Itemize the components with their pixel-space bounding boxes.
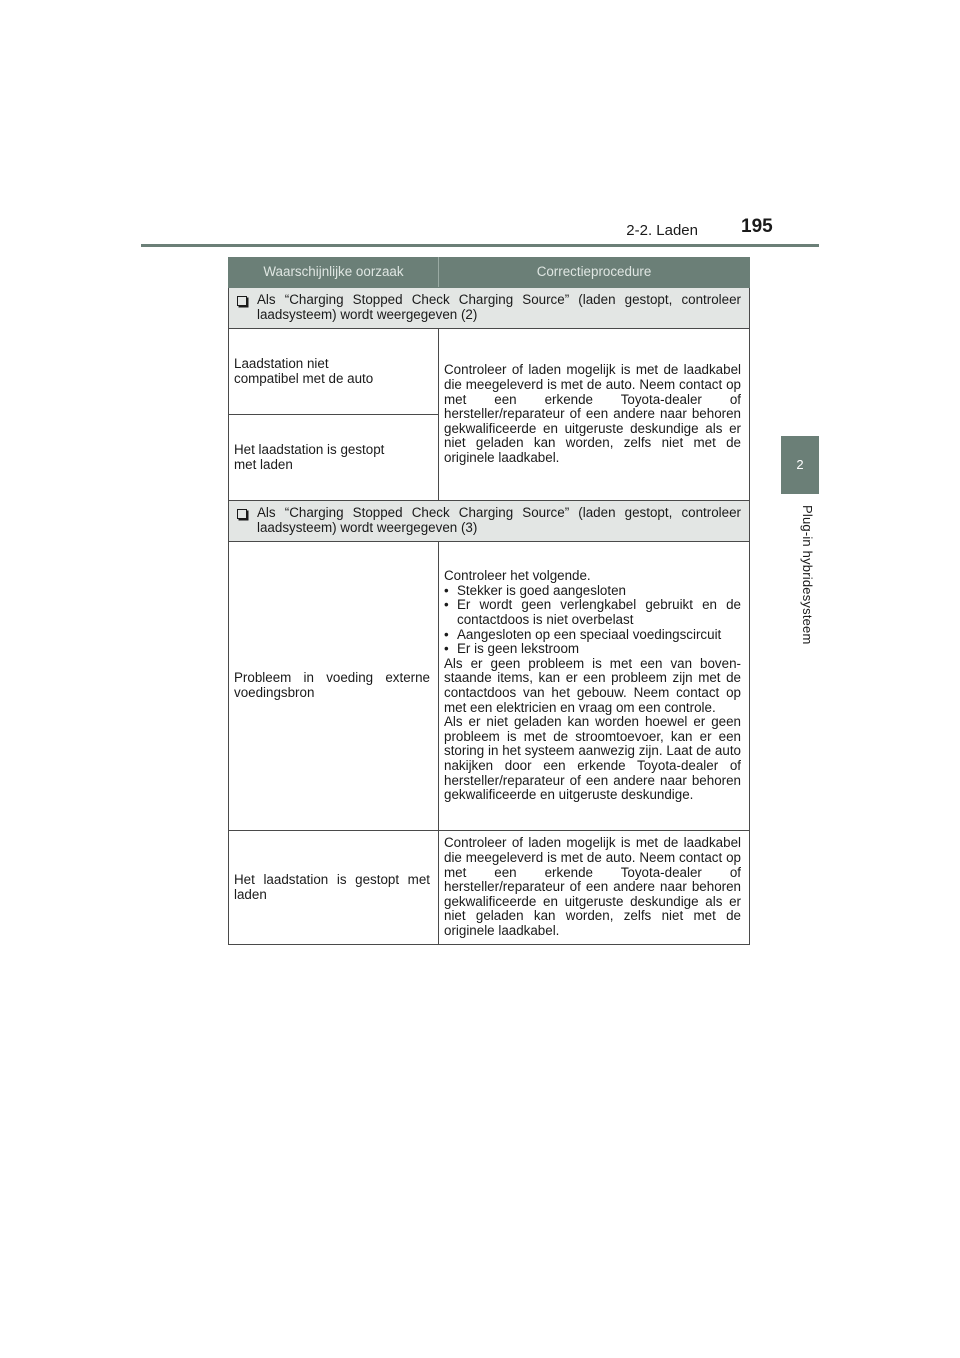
- list-item: [444, 584, 741, 599]
- bullet-icon: •: [444, 582, 449, 598]
- cause-cell: [229, 415, 439, 501]
- remedy-intro: Controleer het volgende.: [444, 568, 591, 584]
- checkbox-icon: [237, 509, 247, 519]
- cause-line: Laadstation niet: [234, 355, 329, 371]
- page-header: [0, 216, 960, 246]
- table-header-row: [229, 258, 750, 288]
- page-number: 195: [741, 216, 773, 237]
- section-title: Als “Charging Stopped Check Charging Source” (laden gestopt, controleer laadsysteem) wordt weergegeven (2): [257, 292, 741, 322]
- cause-cell: Probleem in voeding externe voedingsbron: [229, 542, 439, 831]
- list-item-text: Stekker is goed aangesloten: [457, 582, 626, 598]
- chapter-title: Plug-in hybridesysteem: [800, 505, 815, 645]
- bullet-icon: •: [444, 626, 449, 642]
- remedy-paragraph: Als er geen probleem is met een van bovenstaande items, kan er een probleem zijn met de contactdoos van het gebouw. Neem contact op met een elektricien en vraag om een controle.: [444, 655, 741, 715]
- cause-cell: [229, 329, 439, 415]
- cause-line: Het laadstation is gestopt: [234, 441, 385, 457]
- section-header-cell: [229, 288, 750, 329]
- table-row: [229, 542, 750, 831]
- remedy-cell: Controleer of laden mogelijk is met de laadkabel die meegeleverd is met de auto. Neem contact op met een erkende Toyota-dealer of hersteller/reparateur of een andere naar behoren gekwalificeerde en uitgeruste deskundige als er niet geladen kan worden, zelfs niet met de originele laadkabel.: [439, 329, 750, 501]
- checkbox-icon: [237, 296, 247, 306]
- section-header-row: [229, 288, 750, 329]
- list-item: [444, 598, 741, 627]
- cause-line: met laden: [234, 456, 293, 472]
- list-item-text: Er wordt geen verlengkabel gebruikt en de contactdoos is niet overbelast: [457, 597, 741, 628]
- column-header-cause: Waarschijnlijke oorzaak: [229, 258, 439, 288]
- bullet-icon: •: [444, 597, 449, 613]
- column-header-procedure: Correctieprocedure: [439, 258, 750, 288]
- list-item: [444, 642, 741, 657]
- section-label: 2-2. Laden: [626, 222, 698, 239]
- list-item-text: Er is geen lekstroom: [457, 641, 580, 657]
- cause-line: compatibel met de auto: [234, 370, 374, 386]
- list-item-text: Aangesloten op een speciaal voedingscircuit: [457, 626, 722, 642]
- list-item: [444, 628, 741, 643]
- cause-cell: Het laadstation is gestopt met laden: [229, 831, 439, 945]
- troubleshooting-table: [228, 257, 750, 945]
- section-header-row: [229, 501, 750, 542]
- table-row: [229, 329, 750, 415]
- chapter-tab: 2: [781, 436, 819, 494]
- section-header-cell: [229, 501, 750, 542]
- header-rule: [141, 244, 819, 247]
- bullet-icon: •: [444, 641, 449, 657]
- table-row: [229, 831, 750, 945]
- remedy-cell: [439, 542, 750, 831]
- remedy-paragraph: Als er niet geladen kan worden hoewel er geen probleem is met de stroomtoevoer, kan er een storing in het systeem aanwezig zijn. Laat de auto nakijken door een erkende Toyota-dealer of hersteller/reparateur of een andere naar behoren gekwalificeerde en uitgeruste deskundige.: [444, 714, 741, 803]
- remedy-cell: Controleer of laden mogelijk is met de laadkabel die meegeleverd is met de auto. Neem contact op met een erkende Toyota-dealer of hersteller/reparateur of een andere naar behoren gekwalificeerde en uitgeruste deskundige als er niet geladen kan worden, zelfs niet met de originele laadkabel.: [439, 831, 750, 945]
- section-title: Als “Charging Stopped Check Charging Source” (laden gestopt, controleer laadsysteem) wordt weergegeven (3): [257, 505, 741, 535]
